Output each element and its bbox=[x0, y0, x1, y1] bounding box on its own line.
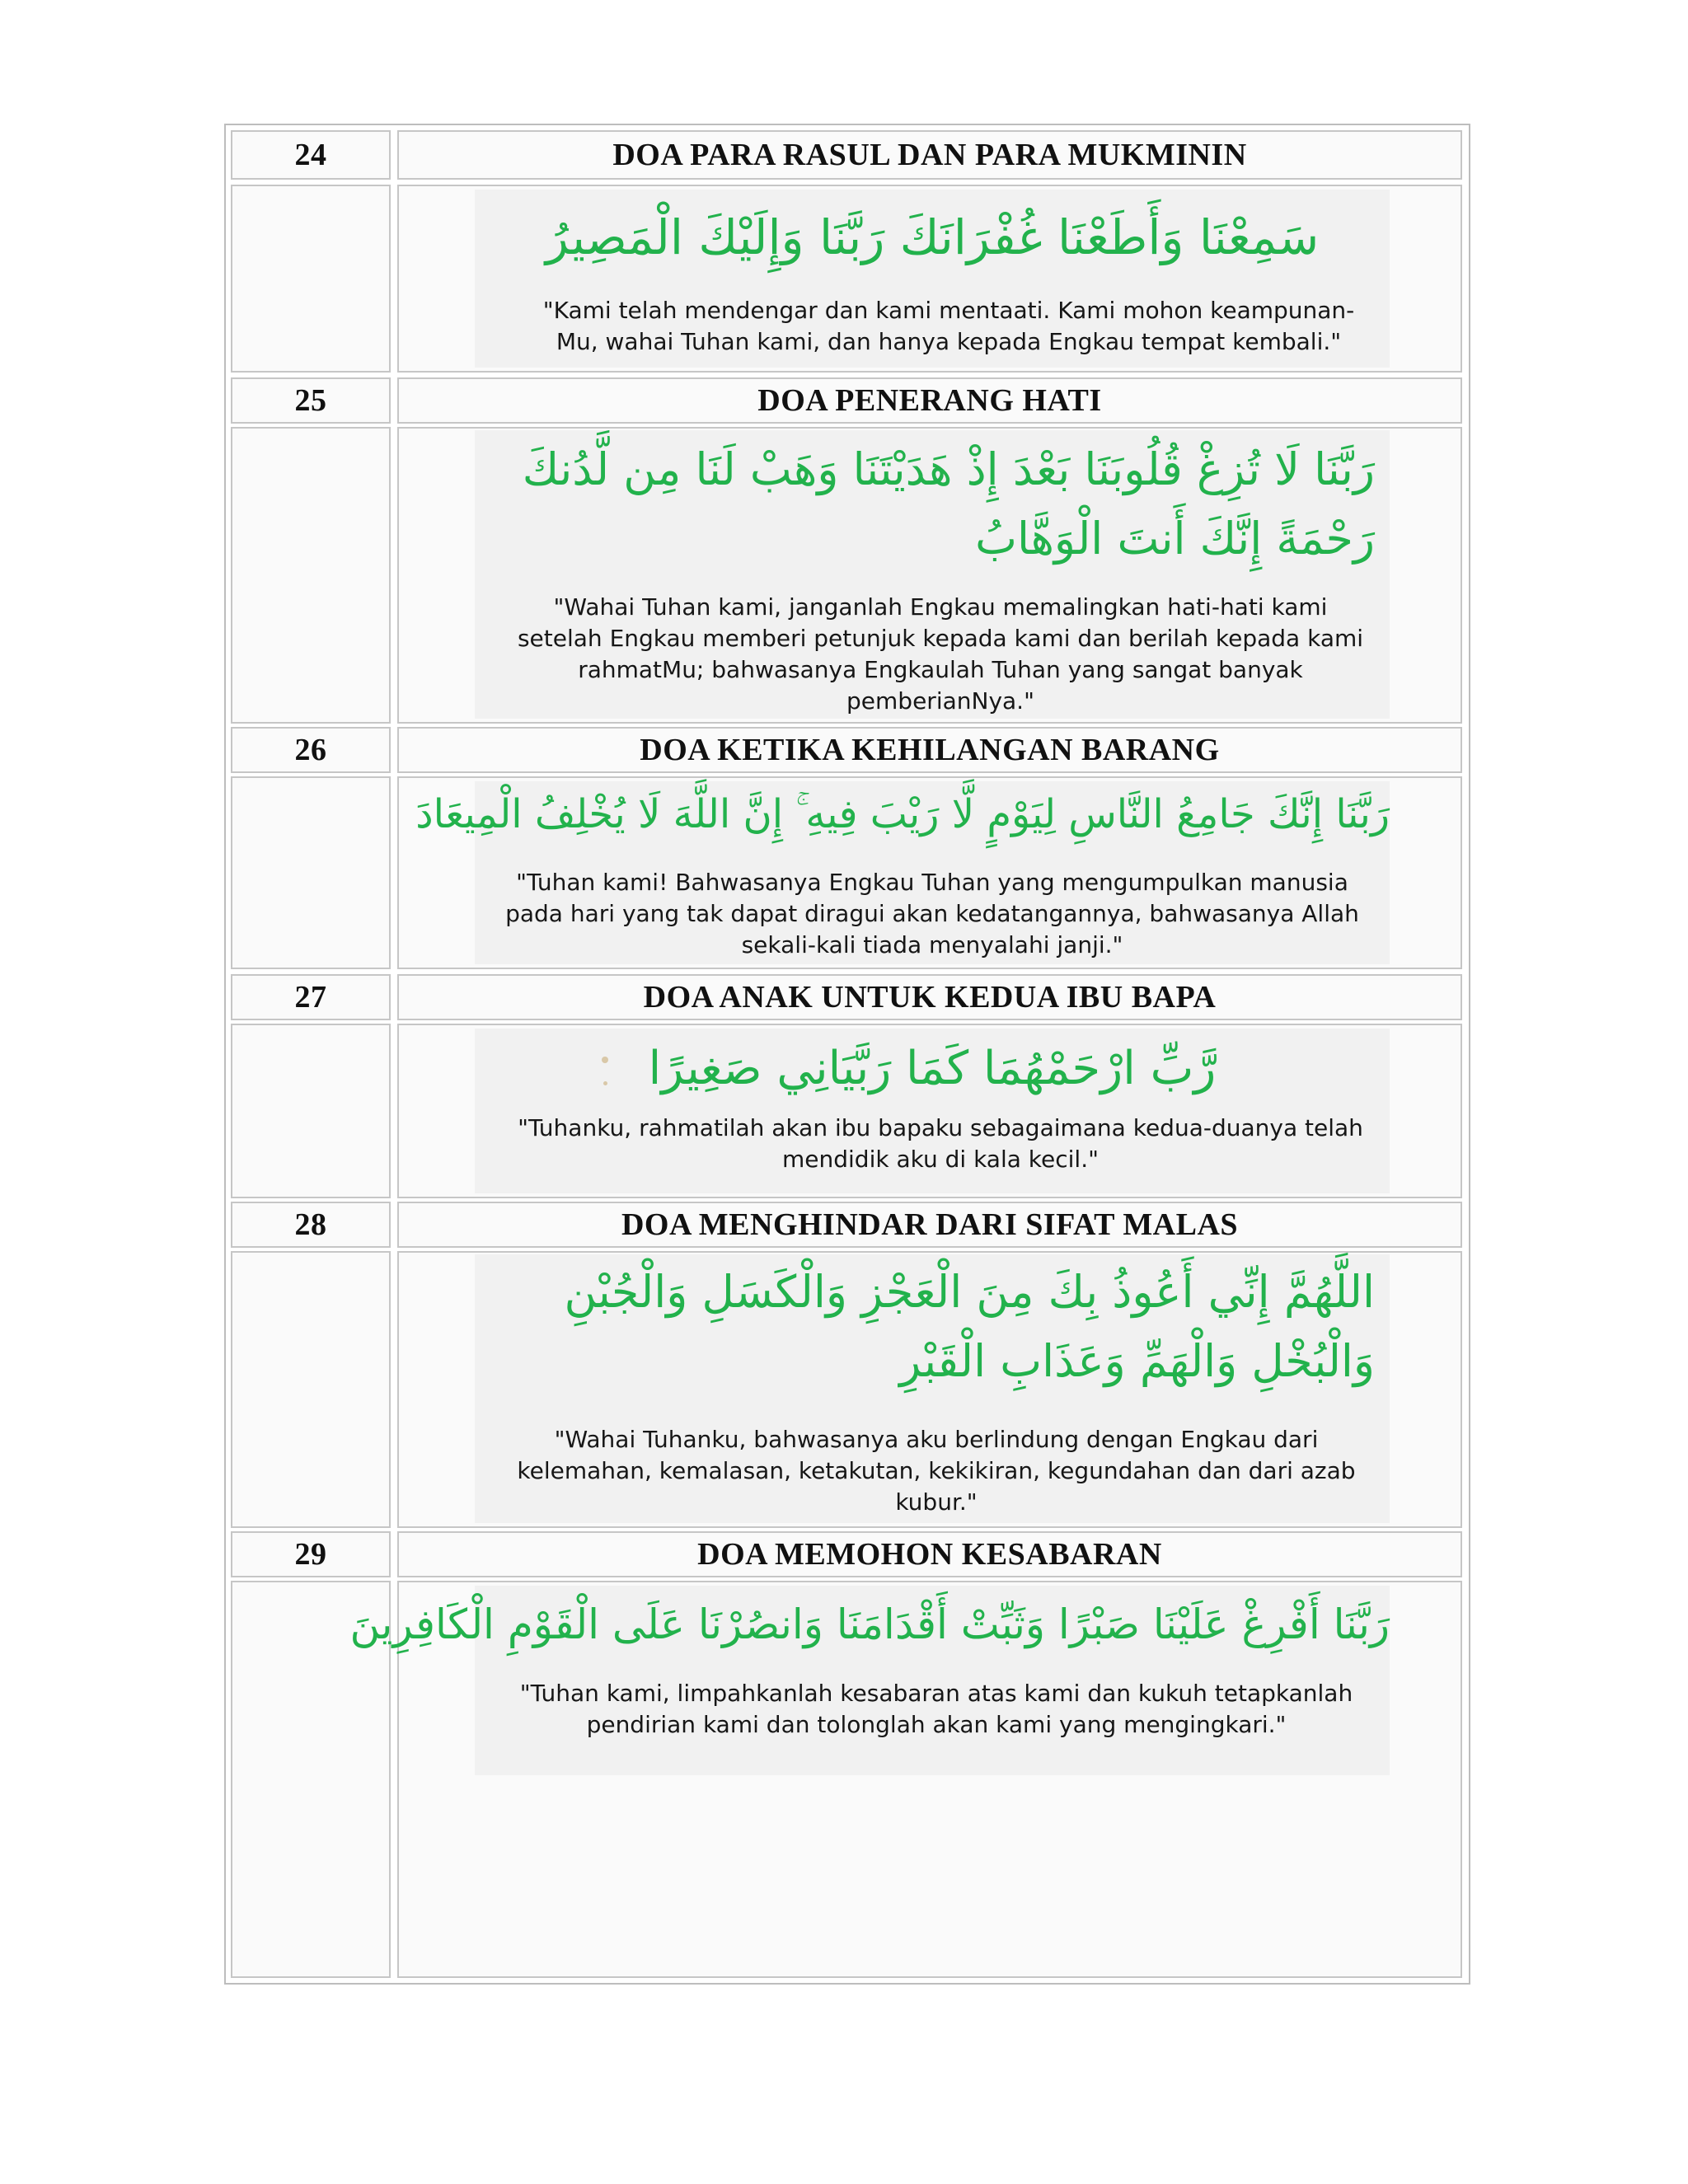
entry-27-content-row bbox=[226, 1024, 1469, 1198]
entry-number-cell bbox=[231, 130, 391, 180]
entry-24-header-row bbox=[226, 130, 1469, 180]
entry-29-header-row bbox=[226, 1531, 1469, 1577]
entry-28-header-row bbox=[226, 1202, 1469, 1248]
entry-number: 25 bbox=[294, 383, 327, 418]
translation-text: "Wahai Tuhan kami, janganlah Engkau memalingkan hati-hati kami setelah Engkau memberi petunjuk kepada kami dan berilah kepada kami rahmatMu; bahwasanya Engkaulah Tuhan yang sangat banyak pemberianNya." bbox=[517, 593, 1364, 715]
entry-title: DOA PENERANG HATI bbox=[757, 383, 1102, 418]
empty-number-cell bbox=[231, 427, 391, 724]
entry-content-cell bbox=[397, 1251, 1462, 1528]
entry-content-cell bbox=[397, 185, 1462, 373]
entry-number: 24 bbox=[294, 138, 327, 172]
doa-table bbox=[224, 124, 1470, 1985]
doa-image-panel bbox=[475, 190, 1390, 368]
empty-number-cell bbox=[231, 776, 391, 969]
entry-title-cell bbox=[397, 130, 1462, 180]
translation-text: "Tuhan kami, limpahkanlah kesabaran atas kami dan kukuh tetapkanlah pendirian kami dan tolonglah akan kami yang mengingkari." bbox=[519, 1680, 1353, 1738]
translation-text: "Kami telah mendengar dan kami mentaati. Kami mohon keampunan-Mu, wahai Tuhan kami, dan hanya kepada Engkau tempat kembali." bbox=[542, 297, 1355, 355]
arabic-prayer: رَبَّنَا لَا تُزِغْ قُلُوبَنَا بَعْدَ إِذْ هَدَيْتَنَا وَهَبْ لَنَا مِن لَّدُنكَ رَحْمَةً إِنَّكَ أَنتَ الْوَهَّابُ bbox=[522, 443, 1375, 565]
entry-title-cell bbox=[397, 974, 1462, 1020]
entry-title-cell bbox=[397, 1202, 1462, 1248]
arabic-prayer: رَبَّنَا أَفْرِغْ عَلَيْنَا صَبْرًا وَثَبِّتْ أَقْدَامَنَا وَانصُرْنَا عَلَى الْقَوْمِ الْكَافِرِينَ bbox=[349, 1601, 1390, 1648]
entry-number-cell bbox=[231, 377, 391, 424]
arabic-prayer: رَبَّنَا إِنَّكَ جَامِعُ النَّاسِ لِيَوْمٍ لَّا رَيْبَ فِيهِ ۚ إِنَّ اللَّهَ لَا يُخْلِفُ الْمِيعَادَ bbox=[415, 791, 1390, 837]
entry-28-content-row bbox=[226, 1251, 1469, 1528]
doa-image-panel bbox=[415, 781, 1390, 964]
entry-title: DOA MEMOHON KESABARAN bbox=[697, 1537, 1162, 1572]
entry-26-content-row bbox=[226, 776, 1469, 969]
entry-24-content-row bbox=[226, 185, 1469, 373]
arabic-prayer: سَمِعْنَا وَأَطَعْنَا غُفْرَانَكَ رَبَّنَا وَإِلَيْكَ الْمَصِيرُ bbox=[545, 209, 1320, 265]
entry-number: 28 bbox=[294, 1207, 327, 1242]
entry-title: DOA ANAK UNTUK KEDUA IBU BAPA bbox=[643, 980, 1217, 1015]
entry-number-cell bbox=[231, 1202, 391, 1248]
entry-content-cell bbox=[349, 1581, 1462, 1978]
entry-title-cell bbox=[397, 377, 1462, 424]
entry-title-cell bbox=[397, 1531, 1462, 1577]
entry-content-cell bbox=[397, 1024, 1462, 1198]
entry-25-content-row bbox=[226, 427, 1469, 724]
entry-number: 29 bbox=[294, 1537, 327, 1572]
doa-image-panel bbox=[475, 430, 1390, 719]
entry-title: DOA MENGHINDAR DARI SIFAT MALAS bbox=[621, 1207, 1239, 1242]
translation-text: "Tuhan kami! Bahwasanya Engkau Tuhan yang mengumpulkan manusia pada hari yang tak dapat diragui akan kedatangannya, bahwasanya Allah sekali-kali tiada menyalahi janji." bbox=[505, 869, 1359, 958]
entry-29-content-row bbox=[226, 1581, 1469, 1978]
entry-content-cell bbox=[397, 776, 1462, 969]
entry-25-header-row bbox=[226, 377, 1469, 424]
entry-number-cell bbox=[231, 727, 391, 773]
arabic-prayer: اللَّهُمَّ إِنِّي أَعُوذُ بِكَ مِنَ الْعَجْزِ وَالْكَسَلِ وَالْجُبْنِ وَالْبُخْلِ وَالْهَمِّ وَعَذَابِ الْقَبْرِ bbox=[564, 1266, 1375, 1387]
translation-text: "Tuhanku, rahmatilah akan ibu bapaku sebagaimana kedua-duanya telah mendidik aku di kala kecil." bbox=[518, 1114, 1363, 1173]
doa-image-panel bbox=[475, 1029, 1390, 1193]
entry-title-cell bbox=[397, 727, 1462, 773]
entry-26-header-row bbox=[226, 727, 1469, 773]
entry-number-cell bbox=[231, 974, 391, 1020]
entry-content-cell bbox=[397, 427, 1462, 724]
translation-text: "Wahai Tuhanku, bahwasanya aku berlindung dengan Engkau dari kelemahan, kemalasan, ketakutan, kekikiran, kegundahan dan dari azab kubur." bbox=[517, 1426, 1356, 1516]
empty-number-cell bbox=[231, 1251, 391, 1528]
arabic-prayer: رَّبِّ ارْحَمْهُمَا كَمَا رَبَّيَانِي صَغِيرًا bbox=[648, 1042, 1217, 1095]
empty-number-cell bbox=[231, 1024, 391, 1198]
entry-number: 27 bbox=[294, 980, 327, 1015]
entry-number-cell bbox=[231, 1531, 391, 1577]
entry-number: 26 bbox=[294, 733, 327, 767]
entry-title: DOA PARA RASUL DAN PARA MUKMININ bbox=[612, 138, 1247, 172]
doa-image-panel bbox=[475, 1254, 1390, 1523]
entry-title: DOA KETIKA KEHILANGAN BARANG bbox=[640, 733, 1220, 767]
doa-image-panel bbox=[349, 1586, 1390, 1775]
empty-number-cell bbox=[231, 185, 391, 373]
entry-27-header-row bbox=[226, 974, 1469, 1020]
